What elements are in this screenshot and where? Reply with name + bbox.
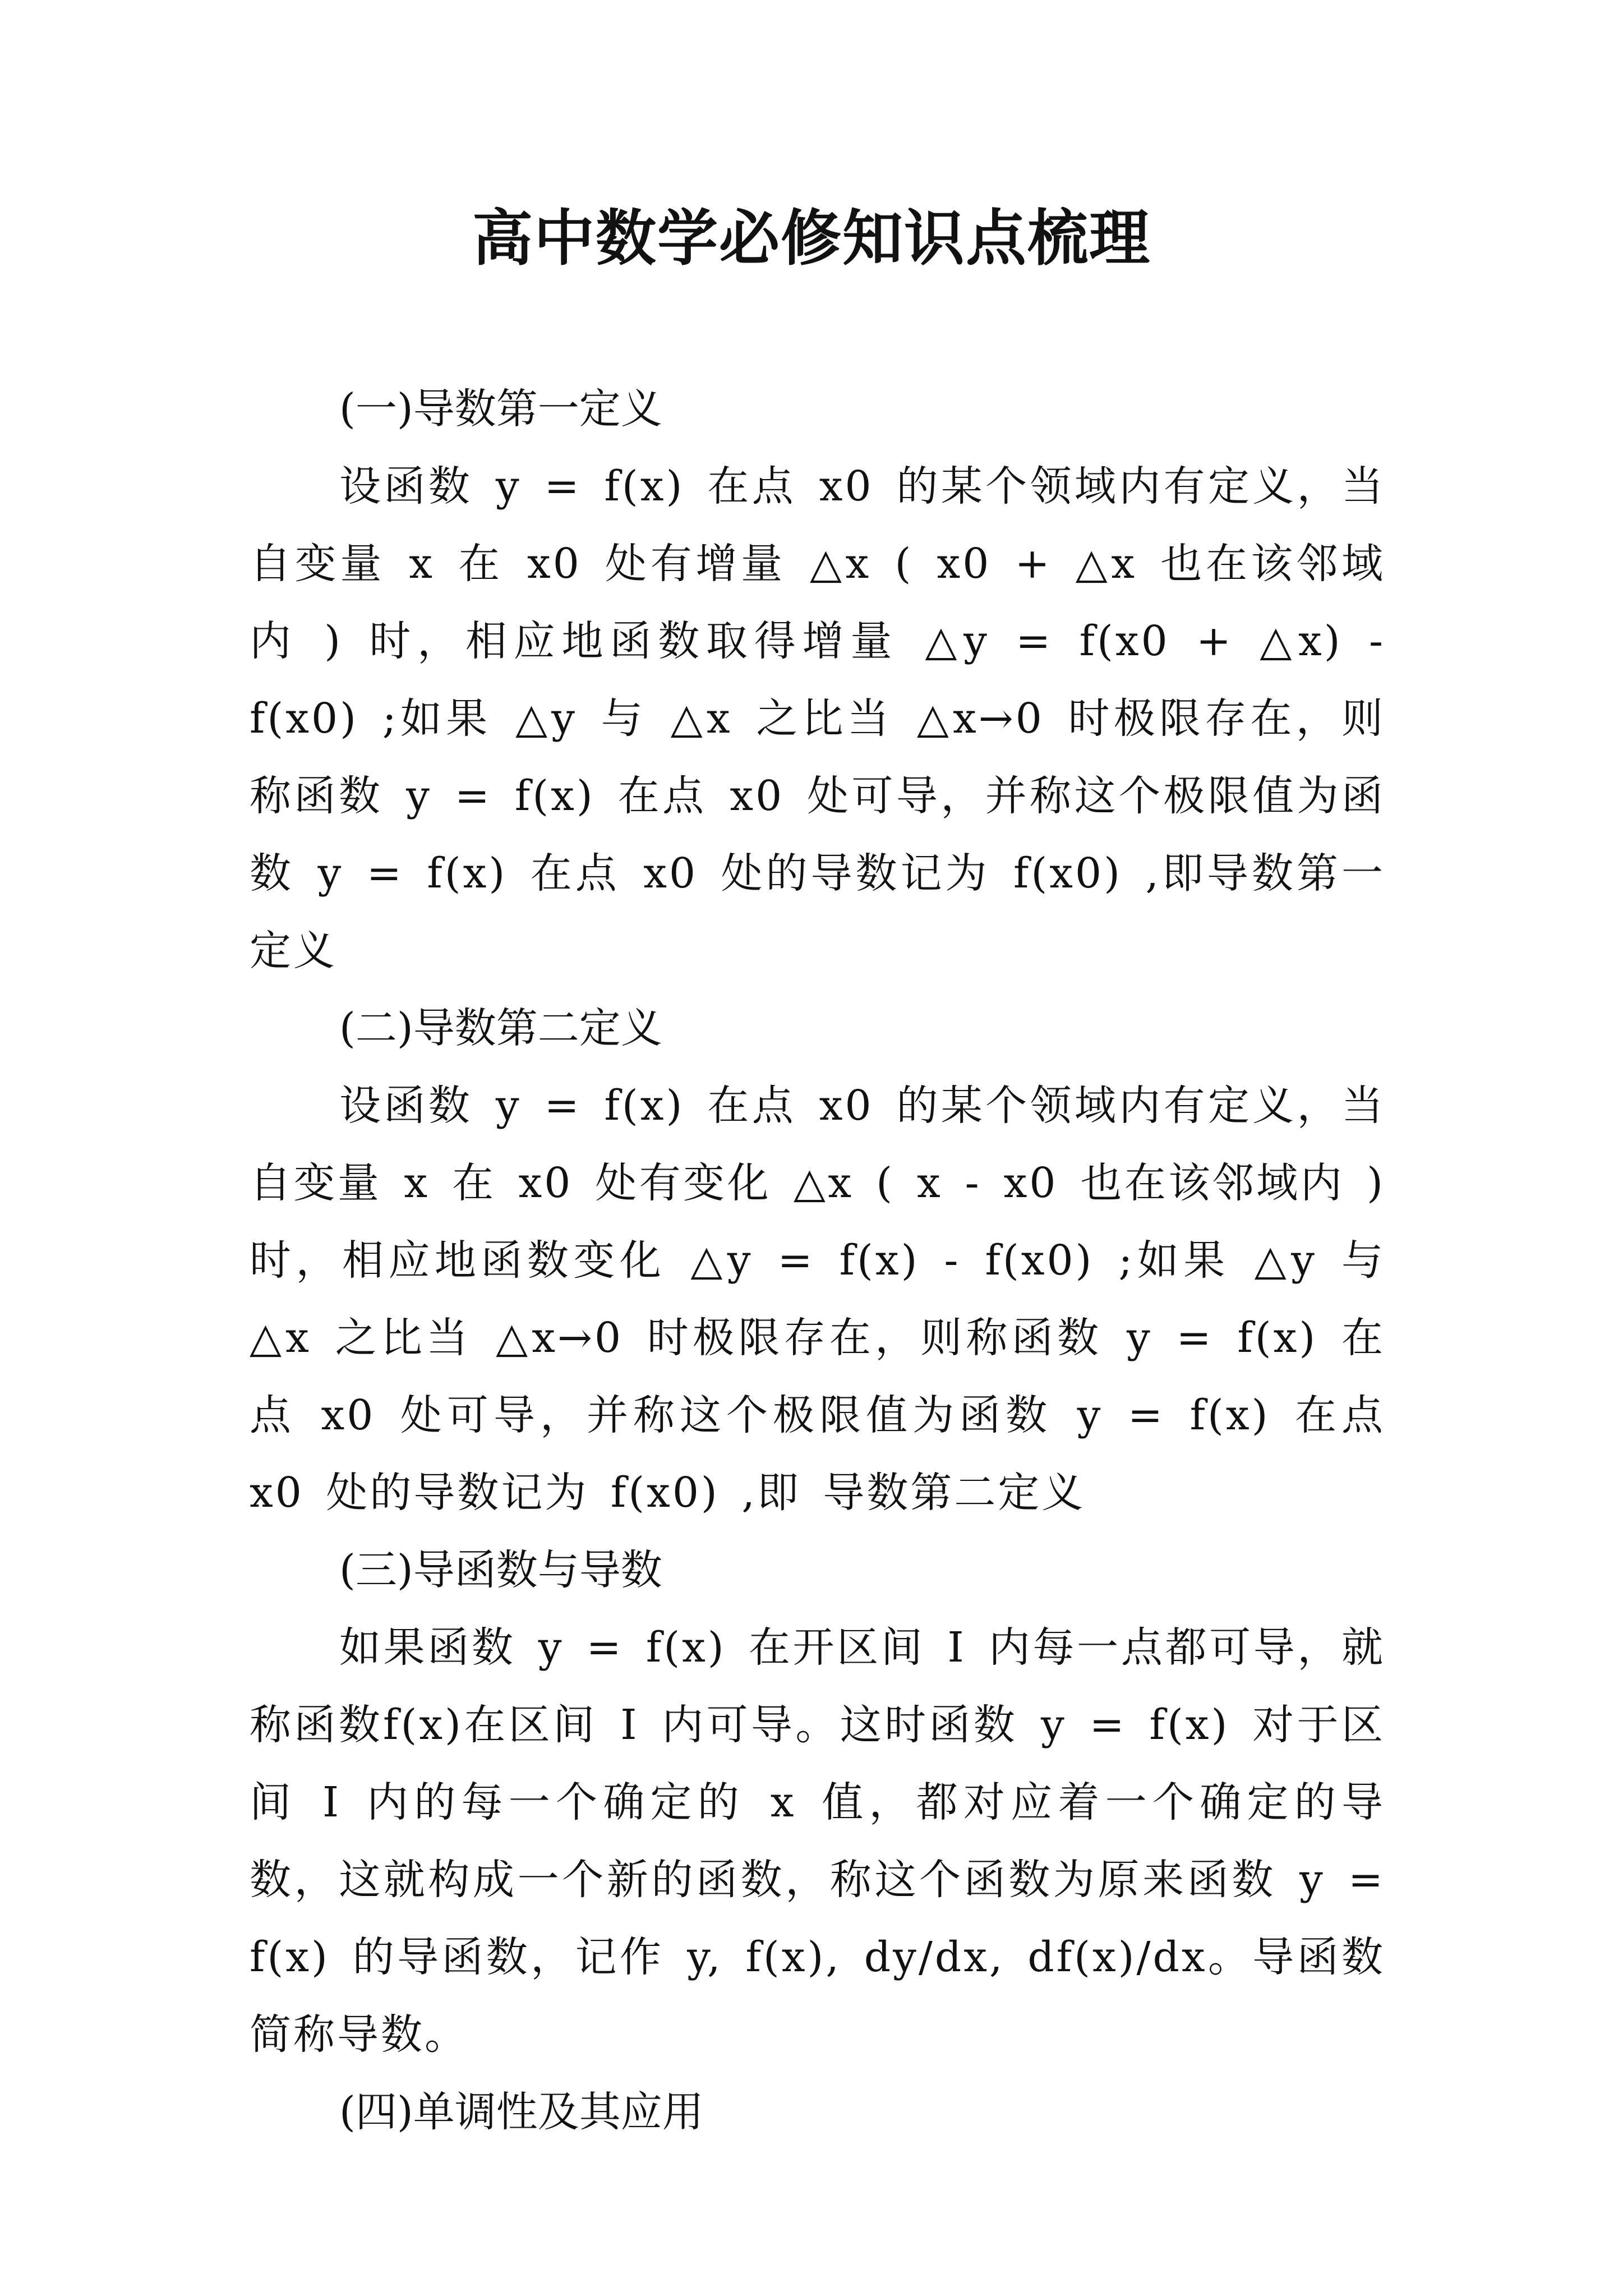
section-heading-4: (四)单调性及其应用	[339, 2088, 704, 2136]
section-heading-2: (二)导数第二定义	[339, 1004, 662, 1052]
section-heading-3: (三)导函数与导数	[339, 1546, 662, 1594]
page-title: 高中数学必修知识点梳理	[472, 203, 1151, 274]
section-heading-1: (一)导数第一定义	[339, 385, 662, 433]
section-paragraph-1: 设函数 y = f(x) 在点 x0 的某个领域内有定义，当自变量 x 在 x0 处有增量 △x ( x0 + △x 也在该邻域内 ) 时，相应地函数取得增量 △y = f(x0 + △x) - f(x0) ;如果 △y 与 △x 之比当 △x→0 时极限存在，则称函数 y = f(x) 在点 x0 处可导，并称这个极限值为函数 y = f(x) 在点 x0 处的导数记为 f(x0) ,即导数第一定义	[250, 462, 1385, 975]
section-paragraph-2: 设函数 y = f(x) 在点 x0 的某个领域内有定义，当自变量 x 在 x0 处有变化 △x ( x - x0 也在该邻域内 ) 时，相应地函数变化 △y = f(x) - f(x0) ;如果 △y 与 △x 之比当 △x→0 时极限存在，则称函数 y = f(x) 在点 x0 处可导，并称这个极限值为函数 y = f(x) 在点 x0 处的导数记为 f(x0) ,即 导数第二定义	[250, 1082, 1385, 1517]
document-body	[250, 370, 1385, 2151]
section-paragraph-3: 如果函数 y = f(x) 在开区间 I 内每一点都可导，就称函数f(x)在区间 I 内可导。这时函数 y = f(x) 对于区间 I 内的每一个确定的 x 值，都对应着一个确定的导数，这就构成一个新的函数，称这个函数为原来函数 y = f(x) 的导函数，记作 y, f(x), dy/dx, df(x)/dx。导函数简称导数。	[250, 1623, 1385, 2059]
